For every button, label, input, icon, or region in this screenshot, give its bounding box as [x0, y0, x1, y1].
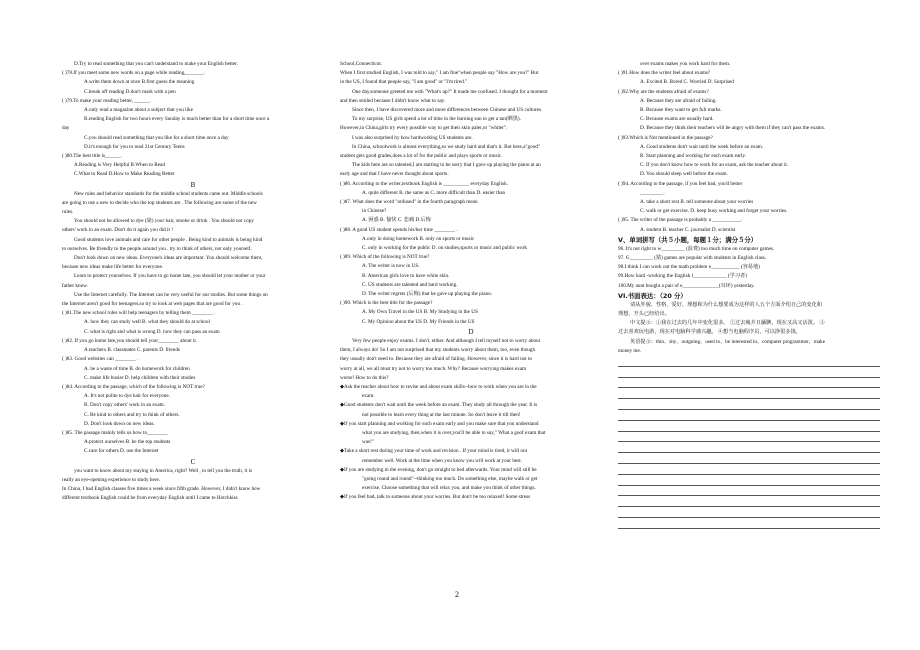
answer-line	[618, 486, 880, 497]
text-line: in Chinese?	[362, 208, 387, 215]
text-line: ( )85. The passage mainly tells us how to________	[62, 429, 168, 436]
text-line: A.only read a magazine about a subject that you like	[84, 107, 193, 114]
text-line: are going to use a new to decide who the top students are . The following are some of the new	[62, 199, 257, 206]
text-line: ◆Good students don't wait until the week before an exam. They study all through the year. It is	[340, 402, 538, 409]
text-line: _________.	[640, 189, 665, 196]
text-line: ( )80.The best title is______.	[62, 153, 122, 160]
answer-lines	[618, 356, 880, 529]
section-heading: VI.书面表达：（20 分）	[618, 291, 687, 300]
text-line: in the US, I found that people say, "I am good" or "I'm tired."	[340, 79, 468, 86]
text-line: worry at all, we all must try not to worry too much. Why? Because worrying makes exam	[340, 365, 527, 372]
text-line: ( )93.Which is Not mentioned in the passage?	[618, 134, 713, 141]
text-line: A. be a waste of time B. do homework for children	[84, 365, 190, 372]
text-line: early age and that I have never thought about sports.	[340, 171, 449, 178]
right-column	[618, 60, 880, 529]
text-line: In China, schoolwork is almost everything,so we study hard and that's it. But here,a"good"	[352, 143, 540, 150]
text-line: ( )78.If you meet some new words on a page while reading,_______.	[62, 70, 205, 77]
text-line: over exams makes you work hard for them.	[640, 61, 731, 67]
answer-line	[618, 356, 880, 367]
answer-line	[618, 388, 880, 399]
text-line: ( )86. According to the writer,textbook English is __________ everyday English.	[340, 180, 508, 187]
answer-line	[618, 432, 880, 443]
text-line: you want to know about my staying in America, right? Well , to tell you the truth, it is	[74, 467, 252, 474]
text-line: ( )89. Which of the following is NOT true?	[340, 254, 430, 261]
text-line: others' work in an exam. Don't do it again you did it !	[62, 227, 173, 234]
text-line: B. American girls love to have white skin.	[362, 272, 450, 279]
text-line: New rules and behavior standards for the middle school students came out. Middle schools	[74, 190, 263, 197]
text-line: different textbook English could be from everyday English until I came to Hotchkiss	[62, 495, 238, 502]
text-line: A. It's not polite to dye hair for everyone.	[84, 393, 170, 400]
answer-line	[618, 378, 880, 389]
text-line: Since then, I have discovered more and more differences between Chinese and US cultures.	[352, 107, 543, 114]
text-line: C.care for others D. use the Internet	[84, 448, 159, 455]
text-line: C. what is right and what is wrong D. how they can pass an exam	[84, 328, 220, 335]
text-line: student gets good grades,does a lot of for the public and plays sports or music.	[340, 153, 503, 160]
passage-heading: C	[190, 457, 196, 466]
text-line: B.reading English for two hours every Sunday is much better than for a short time once a	[84, 116, 270, 123]
text-line: 97. G_________ (猜) games are popular with students in English class.	[618, 255, 767, 262]
text-line: "going round and round"--thinking too much. Do something else, maybe walk or get	[362, 475, 538, 482]
text-line: worse! How to do this?	[340, 374, 389, 381]
text-line: ◆If you are studying in the evening, don't go straight to bed afterwards. Your mind will still be	[340, 466, 537, 473]
text-line: the Internet aren't good for teenagers,so try to look at web pages that are good for you .	[62, 301, 243, 308]
text-line: ( )91.How does the writer feel about exams?	[618, 70, 711, 77]
text-line: C.What to Read D.How to Make Reading Better	[74, 171, 175, 178]
text-line: ◆Ask the teacher about how to revise and about exam skills--how to work when you are in the	[340, 383, 537, 390]
answer-line	[618, 442, 880, 453]
text-line: C.you should read something that you like for a short time once a day	[84, 134, 229, 141]
section-heading: Ⅴ、单词拼写（共５小题，每题１分；满分５分）	[618, 235, 758, 244]
text-line: C. Because exams are usually hard.	[640, 116, 714, 123]
text-line: not possible to learn every thing at the last minute. So don't leave it till then!	[362, 411, 521, 418]
text-line: ( )92.Why are the students afraid of exams?	[618, 88, 709, 95]
text-line: ( )81.The new school rules will help teenagers by telling them ________ .	[62, 310, 216, 317]
text-line: ( )84. According to the passage, which of the following is NOT true?	[62, 383, 205, 390]
text-line: A. Excited B. Bored C. Worried D. Surprised	[640, 79, 734, 86]
text-line: ( )95. The writer of the passage is probably a ___________.	[618, 217, 743, 224]
text-line: really an eye-opening experience to study here.	[62, 476, 161, 483]
text-line: Use the Internet carefully. The Internet can be very useful for our studies. But some things on	[74, 291, 268, 298]
text-line: A.only in doing homework B. only on sports or music	[362, 235, 475, 242]
answer-line	[618, 399, 880, 410]
text-line: A. quite different B. the same as C. more difficult than D. easier than	[362, 189, 506, 196]
text-line: D.Try to read something that you can't understand to make your English better.	[74, 61, 238, 67]
answer-line	[618, 507, 880, 518]
text-line: ◆If you start planning and working for each exam early and you make sure that you understand	[340, 420, 539, 427]
text-line: A. The writer is now in US.	[362, 263, 420, 270]
text-line: D.it's enough for you to read 21st Century Teens	[84, 143, 185, 150]
text-line: A. how they can study well B. what they should do at school	[84, 319, 210, 326]
answer-line	[618, 475, 880, 486]
text-line: C. My Opinion about the US D. My Friends in the US	[362, 318, 475, 325]
answer-line	[618, 464, 880, 475]
text-line: day	[62, 125, 70, 132]
text-line: ( )87. What does the word "onfused" in the fourth paragraph mean	[340, 199, 478, 206]
text-line: 100.My aunt bought a pair of e______________(耳环) yesterday.	[618, 282, 755, 289]
text-line: ◆Take a short rest during your time of work and revision . If your mind is tired, it will not	[340, 448, 528, 455]
passage-heading: B	[190, 180, 196, 189]
text-line: A.Reading is Very Helpful B.When to Read	[74, 162, 165, 169]
text-line: father know.	[62, 282, 88, 289]
text-line: School,Connecticut.	[340, 61, 383, 67]
text-line: they usually don't need to. Because they are afraid of failing. However, since it is hard not to	[340, 356, 533, 363]
text-line: 过去喜欢玩电游，现在对电脑科学感兴趣。 ④想当电脑程序员，可以挣很多钱。	[618, 329, 801, 336]
answer-line	[618, 518, 880, 529]
text-line: A. Because they are afraid of failing.	[640, 97, 717, 104]
text-line: exam.	[362, 393, 375, 400]
text-line: Don't look down on new ideas. Everyone's ideas are important. You should welcome them,	[74, 255, 263, 262]
text-line: C. only in working for the public D. on studies,sports or music and public work	[362, 245, 527, 252]
text-line: rules.	[62, 209, 74, 216]
text-line: One day,someone greeted me with "What's up?" It made me confused. I thought for a moment	[352, 88, 548, 95]
text-line: To my surprise, US girls spend a lot of time in the burning sun to get a tan(晒黑).	[352, 116, 521, 123]
answer-line	[618, 410, 880, 421]
text-line: Good students love animals and care for other people . Being kind to animals is being kind	[74, 236, 263, 243]
text-line: ( )82. If you go home late,you should tell your________ about it.	[62, 337, 198, 344]
text-line: Very few people enjoy exams. I don't, either. And although I tell myself not to worry about	[352, 337, 541, 344]
text-line: ( )79.To make your reading better, ______.	[62, 97, 152, 104]
text-line: 中文提示：①我在过去的几年中变化很多。 ②过去瘦并且腼腆，现在又高又活泼。 ③	[630, 320, 825, 327]
text-line: Learn to protect yourselves. If you have to go home late, you should let your mother or your	[74, 273, 266, 280]
text-line: A. student B. teacher C. journalist D. scientist	[640, 226, 736, 233]
text-line: I was also surprised by how hardworking US students are.	[352, 134, 473, 141]
text-line: A. Good students don't wait until the week before an exam.	[640, 143, 764, 150]
text-line: ( )88. A good US student spends his/her time ________ .	[340, 226, 458, 233]
text-line: C.break off reading D.don't mark with a pen	[84, 88, 176, 95]
text-line: However,in China,girls try every possible way to get their skin paler,or "whiter".	[340, 125, 508, 132]
text-line: The kids here are so talented,I am starting to be sorry that I gave up playing the piano at an	[352, 162, 541, 169]
text-line: 98.I think I can work out the math problem e___________ (容易地)	[618, 264, 760, 271]
text-line: B. Start planning and working for each exam early.	[640, 153, 746, 160]
answer-line	[618, 421, 880, 432]
text-line: You should not be allowed to dye (染) your hair, smoke or drink . You should not copy	[74, 218, 254, 225]
text-line: them, I always do! So I am not surprised that my students worry about them, too, even though	[340, 347, 536, 354]
text-line: C. make life busier D. help children with their studies	[84, 374, 196, 381]
text-line: ( )83. Good websites can ________ .	[62, 356, 139, 363]
text-line: exercise. Choose something that will relax you, and make you think of other things.	[362, 485, 536, 492]
text-line: D. The writer regrets (后悔) that he gave up playing the piano.	[362, 291, 492, 298]
text-line: D. You should sleep well before the exam.	[640, 171, 728, 178]
text-line: 英语提示：thin、shy、outgoing、used to、be interested in、computer programmer、make	[630, 338, 826, 345]
text-line: D. Don't look down on new ideas.	[84, 420, 155, 427]
text-line: A. 困惑 B. 愉快 C. 悲痛 D.后悔	[362, 217, 431, 224]
text-line: ( )90. Which is the best title for the passage?	[340, 300, 433, 307]
left-column	[62, 60, 324, 503]
text-line: A.teachers B. classmates C. parents D. friends	[84, 347, 180, 354]
text-line: In China, I had English classes five times a week since fifth grade. However, I didn't know how	[62, 485, 261, 492]
text-line: to ourselves. Be friendly to the people around you . try to think of others, not only yourself.	[62, 245, 252, 252]
text-line: D. Because they think their teachers will be angry with them if they can't pass the exams.	[640, 125, 826, 132]
text-line: because new ideas make life better for everyone.	[62, 264, 164, 271]
text-line: A.protect ourselves B. be the top students	[84, 439, 171, 446]
text-line: remember well. Work at the time when you know you will work at your best.	[362, 457, 522, 464]
text-line: 请从外貌、性格、爱好、理想和为什么想要成为这样的人五个方面介绍自己的变化和	[630, 301, 822, 308]
page-number: 2	[455, 590, 459, 599]
text-line: B. Don't copy others' work in an exam.	[84, 402, 165, 409]
text-line: A.write them down at once B.first guess the meaning	[84, 79, 195, 86]
answer-line	[618, 367, 880, 378]
text-line: ( )94. According to the passage, if you feel bad, you'd better	[618, 180, 743, 187]
text-line: B. Because they want to get full marks.	[640, 107, 722, 114]
text-line: C. US students are talented and hard working.	[362, 281, 458, 288]
text-line: 理想，开头已经给出。	[618, 311, 670, 318]
text-line: C. walk or get exercise. D. keep busy working and forget your worries.	[640, 208, 788, 215]
text-line: When I first studied English, I was told to say," I am fine"when people say "How are you?" But	[340, 70, 539, 77]
text-line: C. Be kind to others and try to think of others.	[84, 411, 180, 418]
middle-column	[340, 60, 602, 503]
answer-line	[618, 453, 880, 464]
text-line: was!"	[362, 439, 374, 446]
text-line: C. If you don't know how to work for an exam, ask the teacher about it.	[640, 162, 789, 169]
text-line: money me.	[618, 347, 642, 354]
text-line: and then smiled because I didn't know what to say.	[340, 97, 446, 104]
answer-line	[618, 496, 880, 507]
text-line: A. take a short rest B. tell someone about your worries	[640, 199, 754, 206]
text-line: A. My Own Travel in the US B. My Studying in the US	[362, 309, 478, 316]
text-line: 96. It's not right to w_________ (浪费) too much time on computer games.	[618, 245, 775, 252]
text-line: 99.How hard -working the English l_____________ (学习者)	[618, 273, 747, 280]
text-line: ◆If you feel bad, talk to someone about your worries. But don't be too relaxed! Some stress	[340, 494, 531, 501]
text-line: what you are studying, then,when it is over,you'll be able to say," What a goof exam that	[362, 429, 546, 436]
passage-heading: D	[468, 327, 474, 336]
